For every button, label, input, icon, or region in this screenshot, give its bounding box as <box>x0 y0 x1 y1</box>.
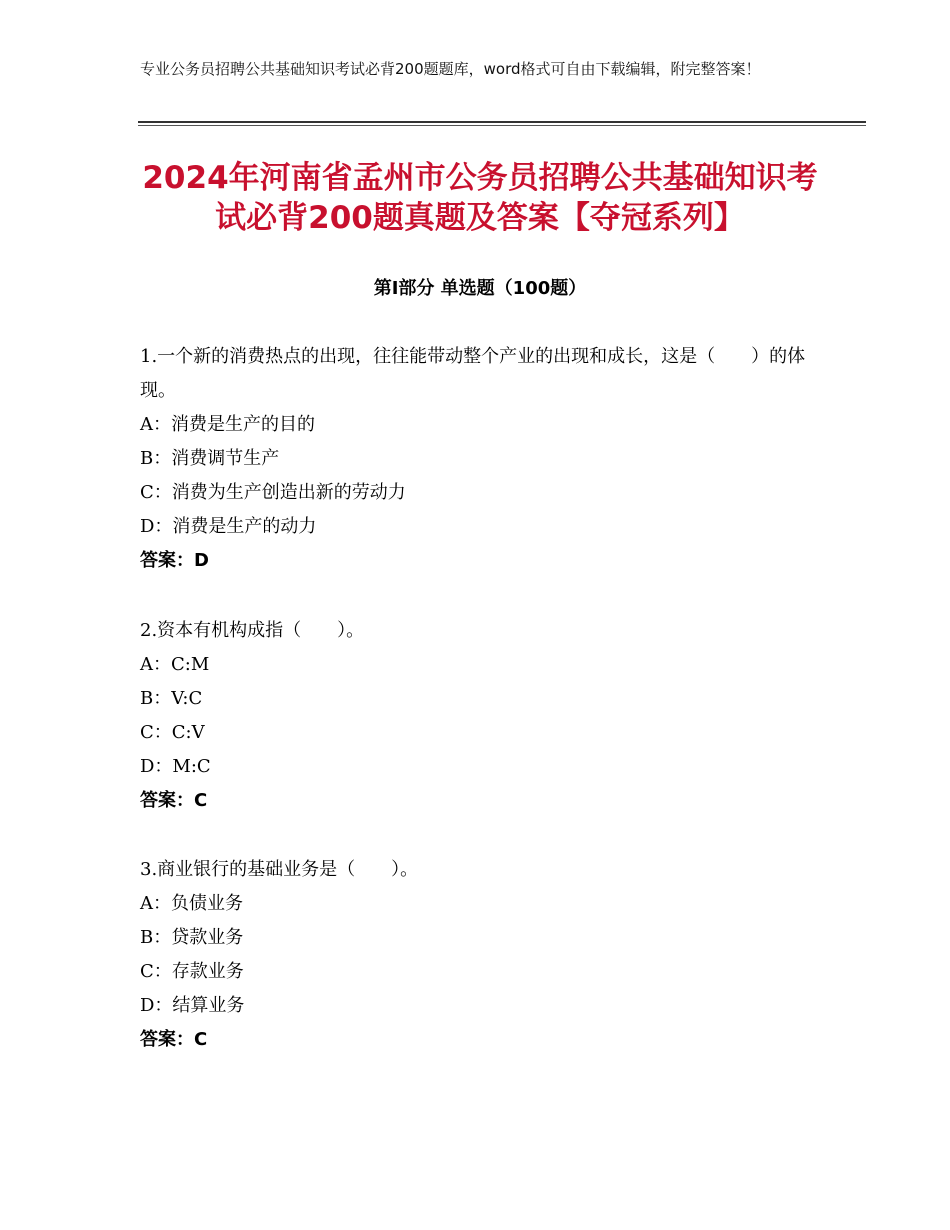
option-c: C：存款业务 <box>140 961 244 982</box>
option-a: A：消费是生产的目的 <box>140 414 315 435</box>
option-b: B：V:C <box>140 688 203 709</box>
option-c: C：消费为生产创造出新的劳动力 <box>140 482 406 503</box>
header-divider-thin <box>138 125 866 126</box>
question-stem: 3.商业银行的基础业务是（ ）。 <box>140 859 419 880</box>
document-title: 2024年河南省孟州市公务员招聘公共基础知识考试必背200题真题及答案【夺冠系列】 <box>142 160 818 236</box>
option-c: C：C:V <box>140 722 205 743</box>
answer: 答案：C <box>140 1029 208 1050</box>
section-title: 第Ⅰ部分 单选题（100题） <box>373 278 587 299</box>
header-note: 专业公务员招聘公共基础知识考试必背200题题库，word格式可自由下载编辑，附完整答案！ <box>140 60 761 78</box>
question-3 <box>140 853 820 1057</box>
question-stem: 1.一个新的消费热点的出现，往往能带动整个产业的出现和成长，这是（ ）的体现。 <box>140 346 806 401</box>
option-b: B：消费调节生产 <box>140 448 280 469</box>
question-stem: 2.资本有机构成指（ ）。 <box>140 620 365 641</box>
option-d: D：M:C <box>140 756 211 777</box>
option-b: B：贷款业务 <box>140 927 244 948</box>
option-a: A：负债业务 <box>140 893 243 914</box>
option-d: D：结算业务 <box>140 995 245 1016</box>
question-2 <box>140 614 820 818</box>
header-divider-thick <box>138 121 866 123</box>
answer: 答案：D <box>140 550 209 571</box>
option-d: D：消费是生产的动力 <box>140 516 317 537</box>
option-a: A：C:M <box>140 654 210 675</box>
question-1 <box>140 340 820 578</box>
answer: 答案：C <box>140 790 208 811</box>
